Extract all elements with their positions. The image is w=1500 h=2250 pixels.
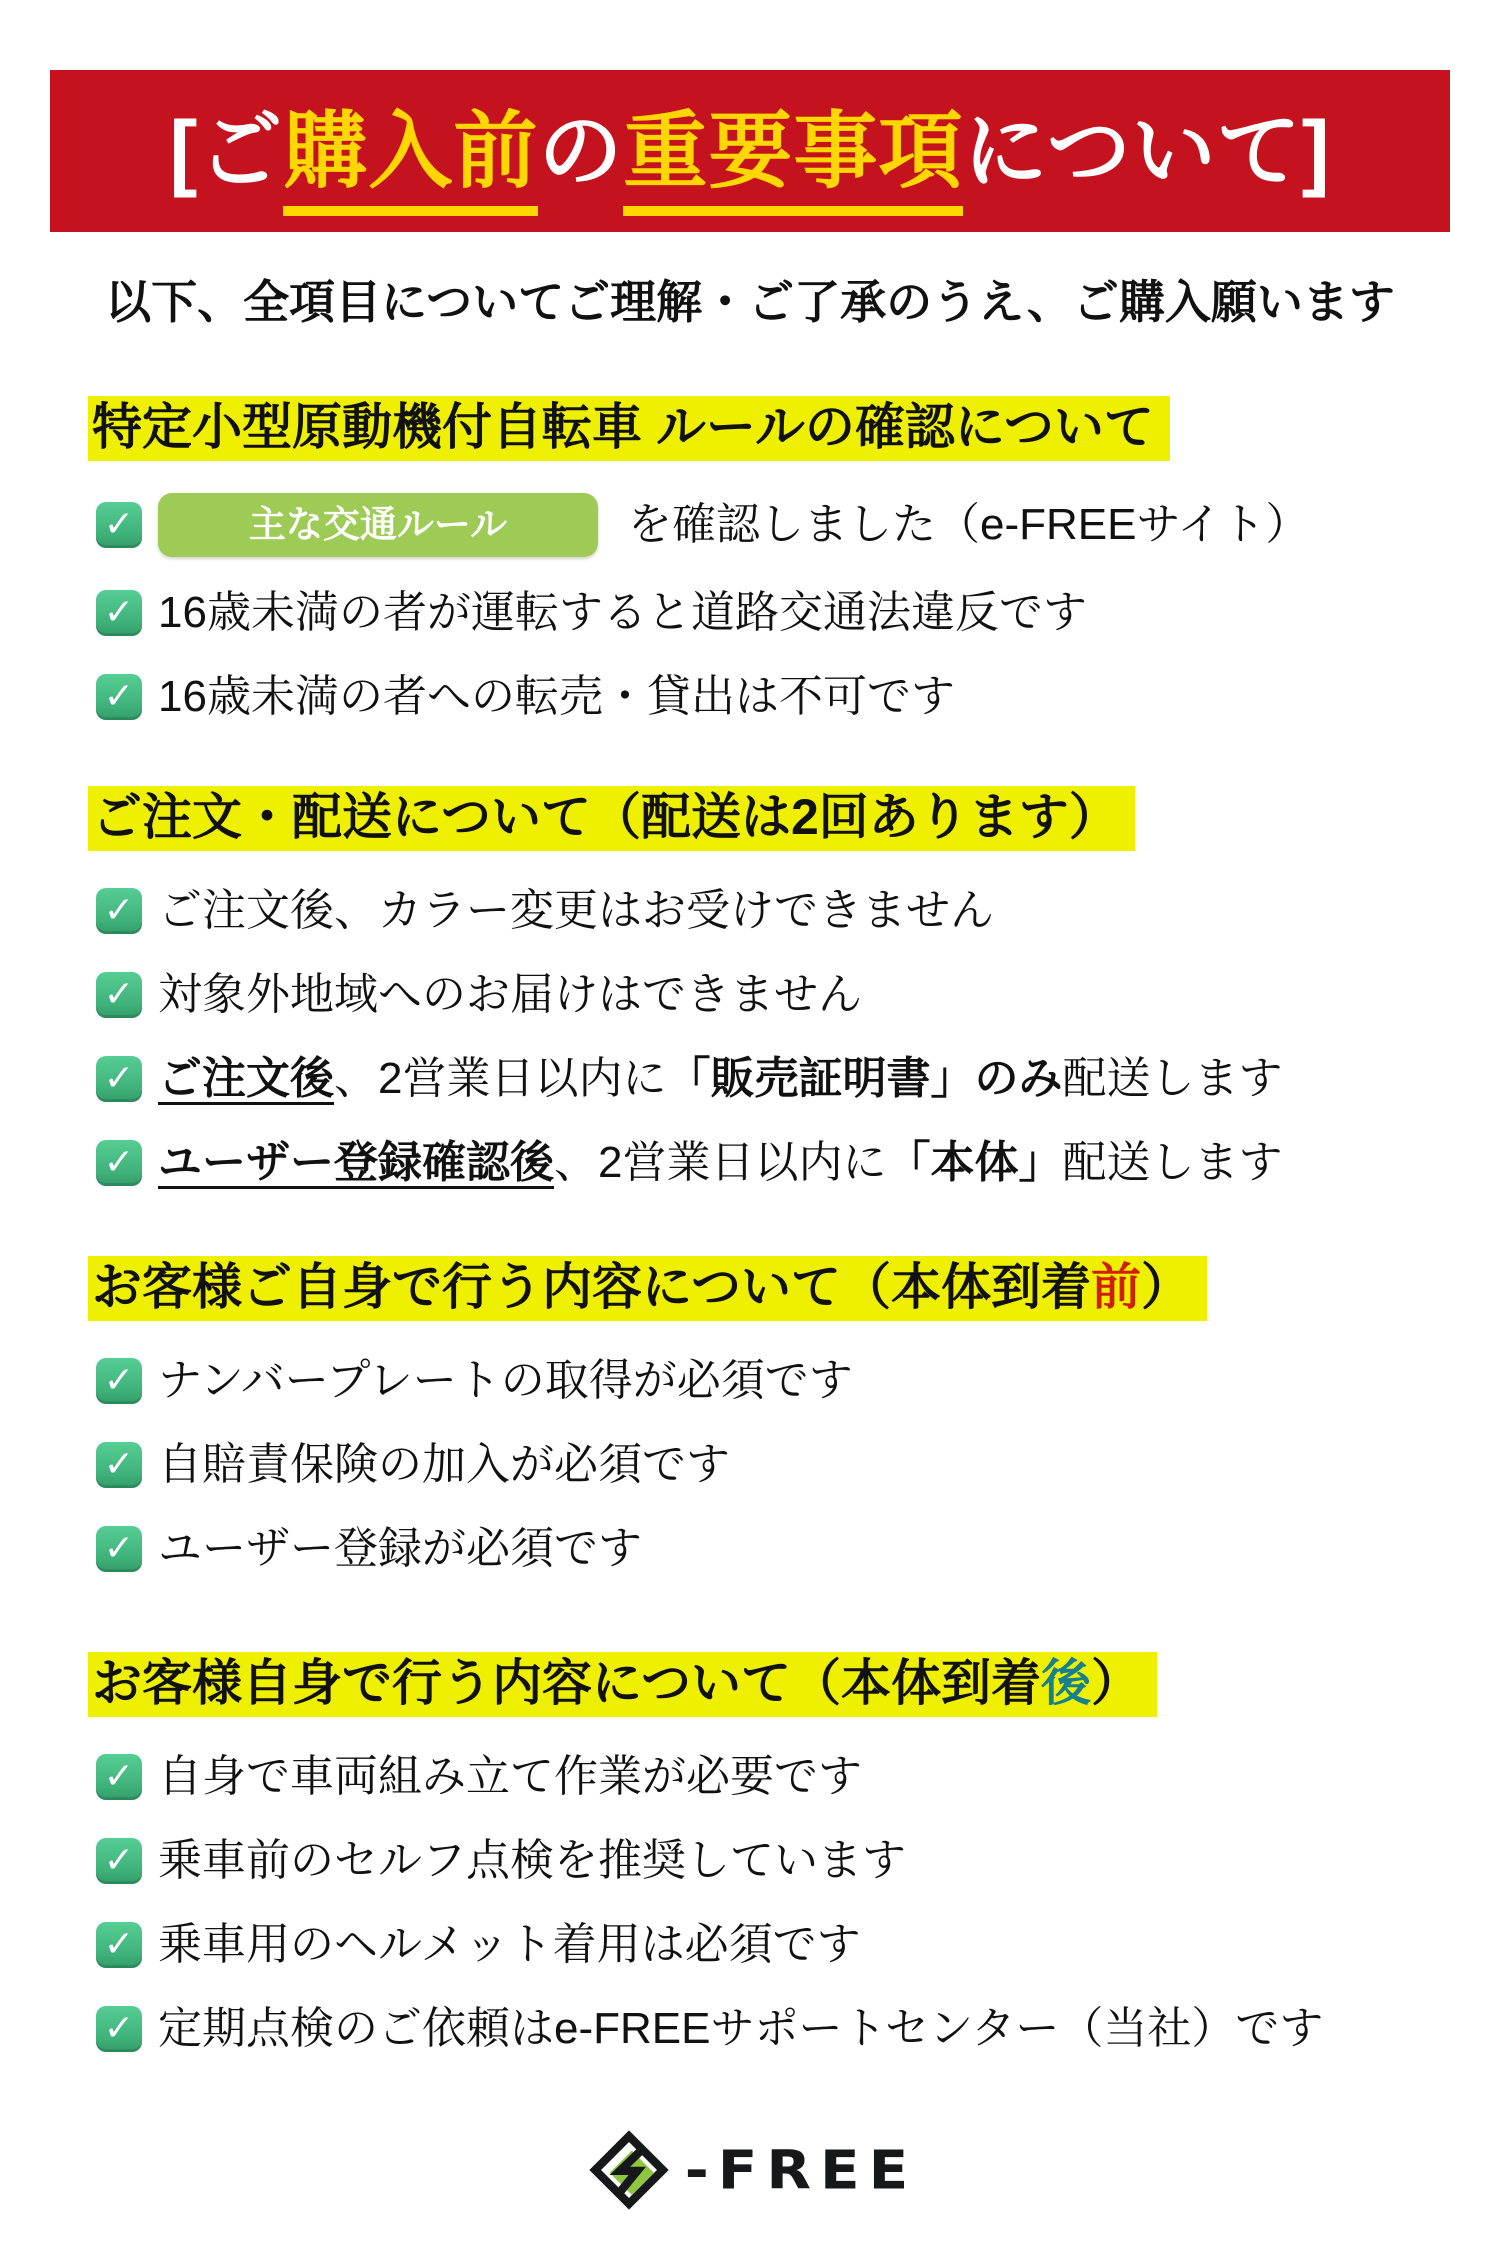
text-run: お客様自身で行う内容について（本体到着 — [92, 1655, 1041, 1711]
check-mark: ✓ — [103, 675, 135, 716]
text-run: 「販売証明書」のみ — [666, 1053, 1063, 1103]
checklist-item — [96, 1135, 1460, 1191]
page-title — [169, 104, 1331, 198]
checked-checkbox-icon[interactable] — [96, 1922, 142, 1968]
text-run: 購入前 — [283, 104, 538, 216]
text-run: 定期点検のご依頼はe-FREEサポートセンター（当社）です — [158, 2003, 1324, 2053]
text-run: 乗車前のセルフ点検を推奨しています — [158, 1835, 906, 1885]
checked-checkbox-icon[interactable] — [96, 1358, 142, 1404]
text-run: 、2営業日以内に — [334, 1053, 667, 1103]
text-run: 配送します — [1062, 1137, 1283, 1187]
item-text — [158, 1920, 861, 1971]
checklist-item — [96, 967, 1460, 1023]
item-text — [158, 493, 1309, 557]
checklist-item — [96, 2001, 1460, 2057]
section-heading-order-shipping — [88, 786, 1135, 851]
checked-checkbox-icon[interactable] — [96, 1838, 142, 1884]
check-mark: ✓ — [103, 2007, 135, 2048]
checklist-item — [96, 1353, 1460, 1409]
checked-checkbox-icon[interactable] — [96, 972, 142, 1018]
text-run: 前 — [1091, 1259, 1141, 1315]
checked-checkbox-icon[interactable] — [96, 674, 142, 720]
item-text — [158, 1138, 1282, 1189]
checklist-order-shipping — [88, 883, 1460, 1191]
text-run: を確認しました（e-FREEサイト） — [628, 499, 1310, 549]
text-run: ご注文後、カラー変更はお受けできません — [158, 885, 994, 935]
footer-logo-text: -FREE — [684, 2138, 918, 2202]
item-text — [158, 970, 862, 1021]
text-run: 重要事項 — [623, 104, 963, 216]
checklist-item — [96, 585, 1460, 641]
section-after-arrival — [88, 1652, 1460, 2085]
checked-checkbox-icon[interactable] — [96, 2006, 142, 2052]
checklist-item — [96, 1051, 1460, 1107]
page-subtitle: 以下、全項目についてご理解・ご了承のうえ、ご購入願います — [105, 276, 1395, 328]
item-text — [158, 1356, 853, 1407]
checklist-item — [96, 1437, 1460, 1493]
check-mark: ✓ — [103, 1527, 135, 1568]
checklist-item — [96, 669, 1460, 725]
text-run: について] — [963, 104, 1331, 198]
checked-checkbox-icon[interactable] — [96, 590, 142, 636]
text-run: 対象外地域へのお届けはできません — [158, 969, 862, 1019]
text-run: ご注文・配送について（配送は2回あります） — [92, 789, 1119, 845]
text-run: 、2営業日以内に — [554, 1137, 887, 1187]
text-run: 配送します — [1062, 1053, 1283, 1103]
text-run: ） — [1141, 1259, 1191, 1315]
text-run: 自賠責保険の加入が必須です — [158, 1439, 730, 1489]
checklist-item — [96, 1917, 1460, 1973]
item-text — [158, 1440, 730, 1491]
checklist-before-arrival — [88, 1353, 1460, 1577]
item-text — [158, 1054, 1282, 1105]
checklist-item — [96, 1749, 1460, 1805]
text-run: 自身で車両組み立て作業が必要です — [158, 1751, 862, 1801]
checklist-rules — [88, 493, 1460, 725]
checked-checkbox-icon[interactable] — [96, 1754, 142, 1800]
checklist-item — [96, 1833, 1460, 1889]
text-run: の — [538, 104, 624, 198]
text-run: 後 — [1041, 1655, 1091, 1711]
section-rules — [88, 396, 1460, 753]
item-text — [158, 588, 1087, 639]
checked-checkbox-icon[interactable] — [96, 1526, 142, 1572]
item-text — [158, 2004, 1323, 2055]
checklist-item — [96, 1521, 1460, 1577]
footer-logo — [0, 2122, 1500, 2218]
text-run: 乗車用のヘルメット着用は必須です — [158, 1919, 861, 1969]
check-mark: ✓ — [103, 503, 135, 544]
check-mark: ✓ — [103, 1057, 135, 1098]
check-mark: ✓ — [103, 591, 135, 632]
check-mark: ✓ — [103, 1923, 135, 1964]
text-run: 16歳未満の者への転売・貸出は不可です — [158, 671, 955, 721]
check-mark: ✓ — [103, 1359, 135, 1400]
text-run: ユーザー登録が必須です — [158, 1523, 642, 1573]
checklist-item — [96, 493, 1460, 557]
text-run: お客様ご自身で行う内容について（本体到着 — [92, 1259, 1091, 1315]
checked-checkbox-icon[interactable] — [96, 888, 142, 934]
section-order-shipping — [88, 786, 1460, 1219]
checked-checkbox-icon[interactable] — [96, 1140, 142, 1186]
check-mark: ✓ — [103, 1839, 135, 1880]
checked-checkbox-icon[interactable] — [96, 502, 142, 548]
efree-diamond-logo-icon — [583, 2124, 675, 2216]
item-text — [158, 672, 955, 723]
traffic-rules-button[interactable]: 主な交通ルール — [158, 493, 598, 557]
check-mark: ✓ — [103, 1755, 135, 1796]
text-run: 16歳未満の者が運転すると道路交通法違反です — [158, 587, 1087, 637]
checked-checkbox-icon[interactable] — [96, 1442, 142, 1488]
section-before-arrival — [88, 1256, 1460, 1605]
text-run: [ご — [169, 104, 284, 198]
text-run: 特定小型原動機付自転車 ルールの確認について — [92, 399, 1154, 455]
text-run: ユーザー登録確認後 — [158, 1137, 554, 1187]
section-heading-before-arrival — [88, 1256, 1207, 1321]
check-mark: ✓ — [103, 889, 135, 930]
section-heading-rules — [88, 396, 1170, 461]
banner — [50, 70, 1450, 232]
section-heading-after-arrival — [88, 1652, 1157, 1717]
checklist-after-arrival — [88, 1749, 1460, 2057]
text-run: ） — [1091, 1655, 1141, 1711]
check-mark: ✓ — [103, 973, 135, 1014]
text-run: ナンバープレートの取得が必須です — [158, 1355, 853, 1405]
text-run: ご注文後 — [158, 1053, 334, 1103]
item-text — [158, 1524, 642, 1575]
item-text — [158, 1752, 862, 1803]
checklist-item — [96, 883, 1460, 939]
text-run: 「本体」 — [886, 1137, 1063, 1187]
checked-checkbox-icon[interactable] — [96, 1056, 142, 1102]
check-mark: ✓ — [103, 1443, 135, 1484]
check-mark: ✓ — [103, 1141, 135, 1182]
item-text — [158, 886, 994, 937]
item-text — [158, 1836, 906, 1887]
